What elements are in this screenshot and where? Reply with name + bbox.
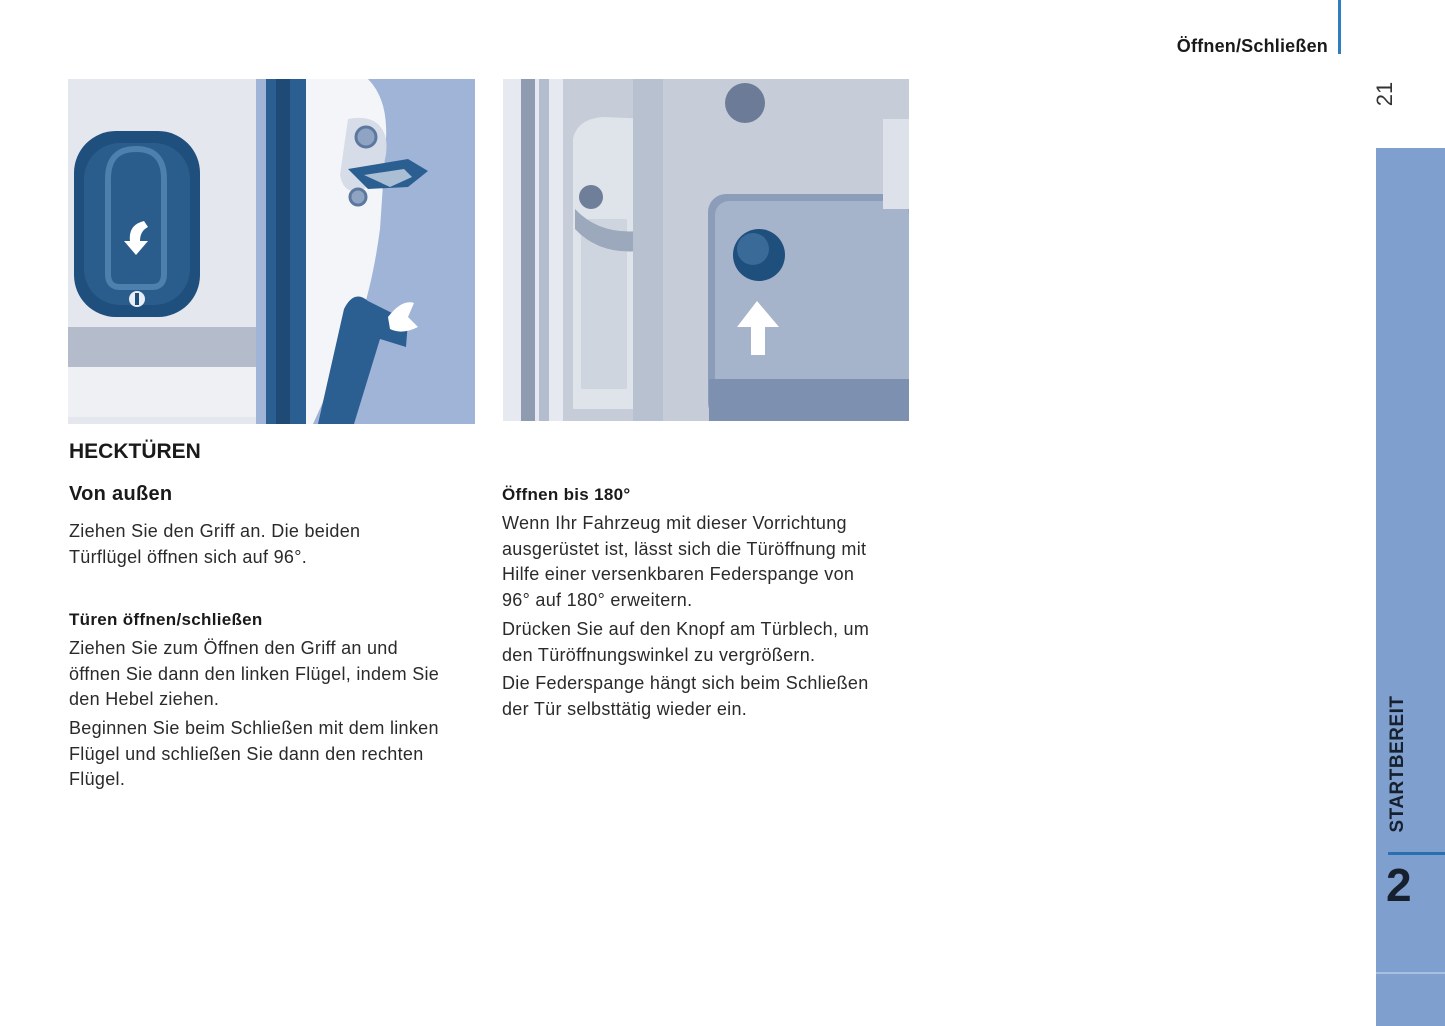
text-line: 96° auf 180° erweitern. — [502, 589, 693, 610]
text-line: Ziehen Sie den Griff an. Die beiden — [69, 521, 361, 541]
text-line: Ziehen Sie zum Öffnen den Griff an und — [69, 638, 398, 658]
header-divider — [1338, 0, 1341, 54]
open-180-paragraph-2 — [502, 617, 869, 668]
open-close-paragraph-2 — [69, 716, 439, 793]
rear-door-handle-illustration — [68, 79, 475, 424]
main-heading: HECKTÜREN — [69, 440, 201, 463]
text-line: Drücken Sie auf den Knopf am Türblech, um — [502, 619, 870, 639]
text-line: Flügel. — [69, 769, 126, 789]
text-line: Wenn Ihr Fahrzeug mit dieser Vorrichtung — [502, 513, 847, 533]
page-number: 21 — [1372, 81, 1397, 107]
text-line: Beginnen Sie beim Schließen mit dem linken — [69, 718, 439, 738]
text-line: öffnen Sie dann den linken Flügel, indem Sie — [69, 663, 440, 684]
chapter-label: STARTBEREIT — [1387, 695, 1408, 833]
chapter-number: 2 — [1386, 859, 1412, 911]
text-line: Flügel und schließen Sie dann den rechten — [69, 743, 424, 764]
text-line: Türflügel öffnen sich auf 96°. — [69, 546, 308, 567]
text-line: den Türöffnungswinkel zu vergrößern. — [502, 644, 816, 665]
text-line: der Tür selbsttätig wieder ein. — [502, 698, 748, 719]
text-line: den Hebel ziehen. — [69, 689, 220, 709]
chapter-divider — [1388, 852, 1445, 855]
section-title: Öffnen/Schließen — [1176, 36, 1328, 56]
subheading: Von außen — [69, 483, 173, 505]
text-line: Hilfe einer versenkbaren Federspange von — [502, 564, 855, 584]
door-handle-icon — [74, 131, 200, 317]
open-180-paragraph-1 — [502, 511, 866, 613]
section-heading-180: Öffnen bis 180° — [502, 485, 631, 504]
text-line: Die Federspange hängt sich beim Schließen — [502, 673, 869, 693]
chapter-tab-divider — [1376, 972, 1445, 974]
section-heading-open-close: Türen öffnen/schließen — [69, 610, 263, 629]
door-button-illustration — [503, 79, 909, 421]
open-close-paragraph-1 — [69, 636, 439, 713]
text-line: ausgerüstet ist, lässt sich die Türöffnung mit — [502, 538, 867, 559]
intro-paragraph — [69, 519, 360, 570]
open-180-paragraph-3 — [502, 671, 869, 722]
